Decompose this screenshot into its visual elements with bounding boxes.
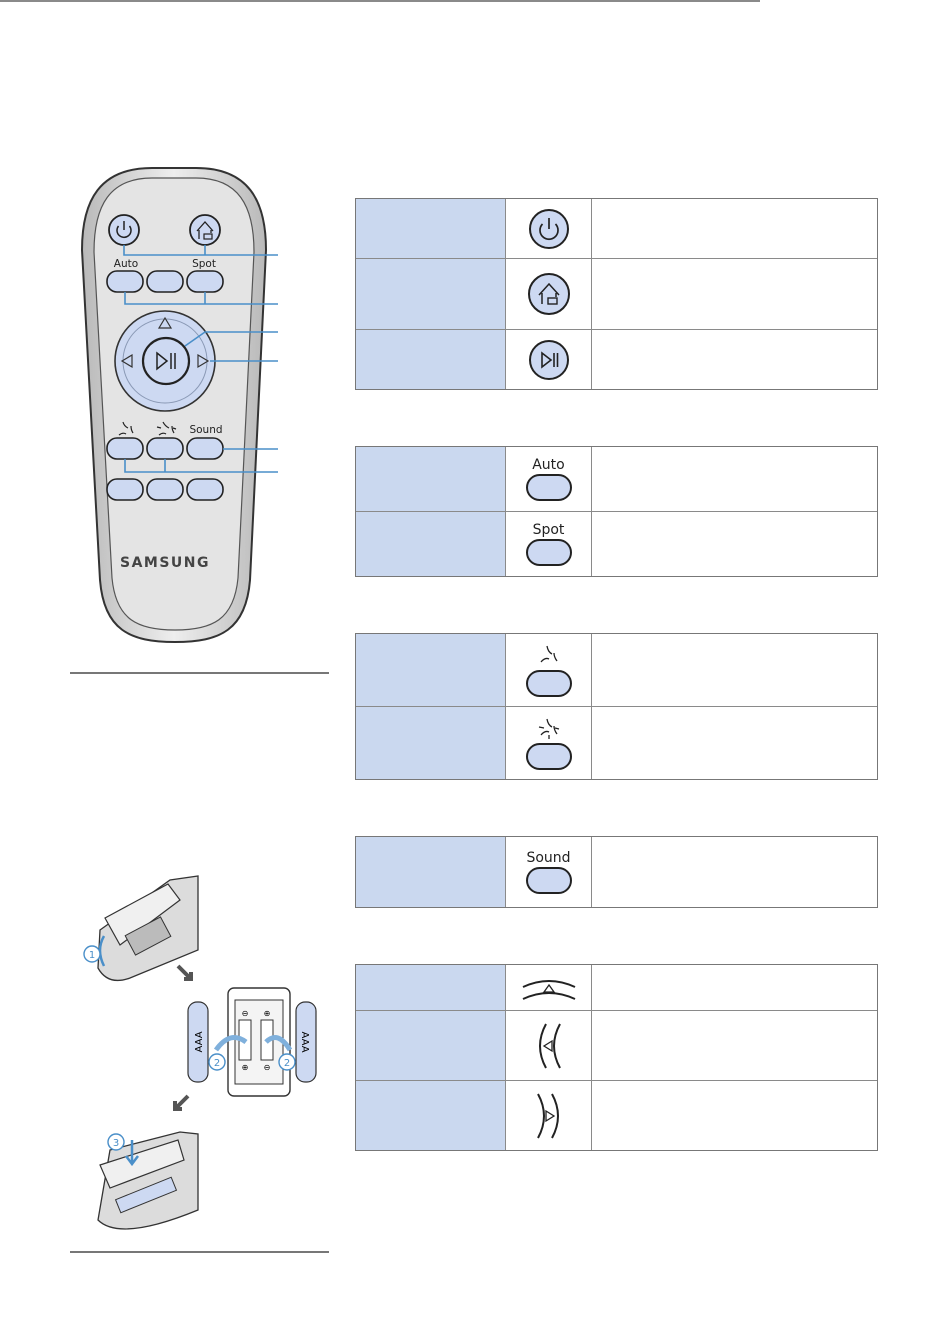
suction-turbo-button-icon xyxy=(526,743,572,770)
button-icon-cell xyxy=(506,837,592,907)
remote-power-button[interactable] xyxy=(109,215,139,245)
function-name-cell xyxy=(356,447,506,511)
sound-table xyxy=(355,836,878,908)
table-row-suction-normal xyxy=(356,634,877,706)
remote-auto-button[interactable] xyxy=(107,271,143,292)
svg-text:AAA: AAA xyxy=(194,1031,205,1053)
description-cell xyxy=(592,965,877,1010)
remote-spot-label: Spot xyxy=(192,258,216,270)
svg-text:⊕: ⊕ xyxy=(263,1009,271,1018)
svg-text:⊕: ⊕ xyxy=(241,1063,249,1072)
table-row-auto xyxy=(356,447,877,511)
function-name-cell xyxy=(356,330,506,389)
button-icon-cell xyxy=(506,1011,592,1080)
arrow-right-icon xyxy=(532,1090,566,1142)
left-divider-2 xyxy=(70,1251,329,1253)
function-name-cell xyxy=(356,837,506,907)
function-name-cell xyxy=(356,634,506,706)
button-icon-cell xyxy=(506,330,592,389)
button-icon-cell xyxy=(506,965,592,1010)
button-icon-cell xyxy=(506,447,592,511)
function-name-cell xyxy=(356,199,506,258)
description-cell xyxy=(592,330,877,389)
remote-auto-label: Auto xyxy=(113,258,139,270)
suction-normal-icon xyxy=(536,644,562,668)
svg-text:2: 2 xyxy=(213,1058,221,1069)
auto-label: Auto xyxy=(532,457,565,473)
table-row-right xyxy=(356,1080,877,1150)
remote-sound-button[interactable] xyxy=(187,438,223,459)
power-icon xyxy=(527,207,571,251)
remote-bottom-button-2[interactable] xyxy=(147,479,183,500)
description-cell xyxy=(592,707,877,779)
button-icon-cell xyxy=(506,199,592,258)
button-icon-cell xyxy=(506,707,592,779)
spot-label: Spot xyxy=(532,522,565,538)
direction-table xyxy=(355,964,878,1151)
table-row-home xyxy=(356,258,877,329)
remote-illustration xyxy=(60,160,290,650)
function-name-cell xyxy=(356,259,506,329)
description-cell xyxy=(592,199,877,258)
auto-button-icon xyxy=(526,474,572,501)
remote-suction-turbo-button[interactable] xyxy=(147,438,183,459)
suction-turbo-icon xyxy=(536,717,562,741)
sound-label: Sound xyxy=(526,850,571,866)
arrow-down-right-icon xyxy=(178,966,191,979)
remote-middle-button[interactable] xyxy=(147,271,183,292)
description-cell xyxy=(592,1081,877,1150)
table-row-up xyxy=(356,965,877,1010)
button-icon-cell xyxy=(506,259,592,329)
aaa-battery-right xyxy=(296,1002,316,1082)
remote-brand-logo: SAMSUNG xyxy=(119,555,211,571)
svg-text:3: 3 xyxy=(112,1138,120,1149)
remote-play-pause-button[interactable] xyxy=(143,338,189,384)
svg-text:⊖: ⊖ xyxy=(263,1063,271,1072)
remote-sound-label: Sound xyxy=(189,424,223,436)
function-name-cell xyxy=(356,1011,506,1080)
svg-text:2: 2 xyxy=(283,1058,291,1069)
function-name-cell xyxy=(356,1081,506,1150)
function-name-cell xyxy=(356,512,506,576)
arrow-left-icon xyxy=(532,1020,566,1072)
remote-spot-button[interactable] xyxy=(187,271,223,292)
power-home-play-table xyxy=(355,198,878,390)
step1-remote-back xyxy=(98,876,198,980)
remote-suction-normal-button[interactable] xyxy=(107,438,143,459)
description-cell xyxy=(592,259,877,329)
remote-home-button[interactable] xyxy=(190,215,220,245)
table-row-suction-turbo xyxy=(356,706,877,779)
spot-button-icon xyxy=(526,539,572,566)
description-cell xyxy=(592,447,877,511)
step1-number: 1 xyxy=(88,950,96,961)
description-cell xyxy=(592,512,877,576)
left-divider-1 xyxy=(70,672,329,674)
svg-text:⊖: ⊖ xyxy=(241,1009,249,1018)
function-name-cell xyxy=(356,965,506,1010)
button-icon-cell xyxy=(506,1081,592,1150)
table-row-sound xyxy=(356,837,877,907)
play-pause-icon xyxy=(527,338,571,382)
table-row-power xyxy=(356,199,877,258)
home-icon xyxy=(526,271,572,317)
table-row-spot xyxy=(356,511,877,576)
button-icon-cell xyxy=(506,512,592,576)
description-cell xyxy=(592,1011,877,1080)
suction-normal-button-icon xyxy=(526,670,572,697)
aaa-battery-left xyxy=(188,1002,208,1082)
table-row-left xyxy=(356,1010,877,1080)
suction-table xyxy=(355,633,878,780)
arrow-down-left-icon xyxy=(175,1096,188,1109)
svg-text:AAA: AAA xyxy=(299,1031,310,1053)
remote-bottom-button-1[interactable] xyxy=(107,479,143,500)
auto-spot-table xyxy=(355,446,878,577)
function-name-cell xyxy=(356,707,506,779)
description-cell xyxy=(592,634,877,706)
button-icon-cell xyxy=(506,634,592,706)
description-cell xyxy=(592,837,877,907)
arrow-up-icon xyxy=(519,973,579,1003)
remote-bottom-button-3[interactable] xyxy=(187,479,223,500)
battery-install-illustration xyxy=(80,870,330,1240)
sound-button-icon xyxy=(526,867,572,894)
table-row-play-pause xyxy=(356,329,877,389)
top-rule xyxy=(0,0,760,2)
